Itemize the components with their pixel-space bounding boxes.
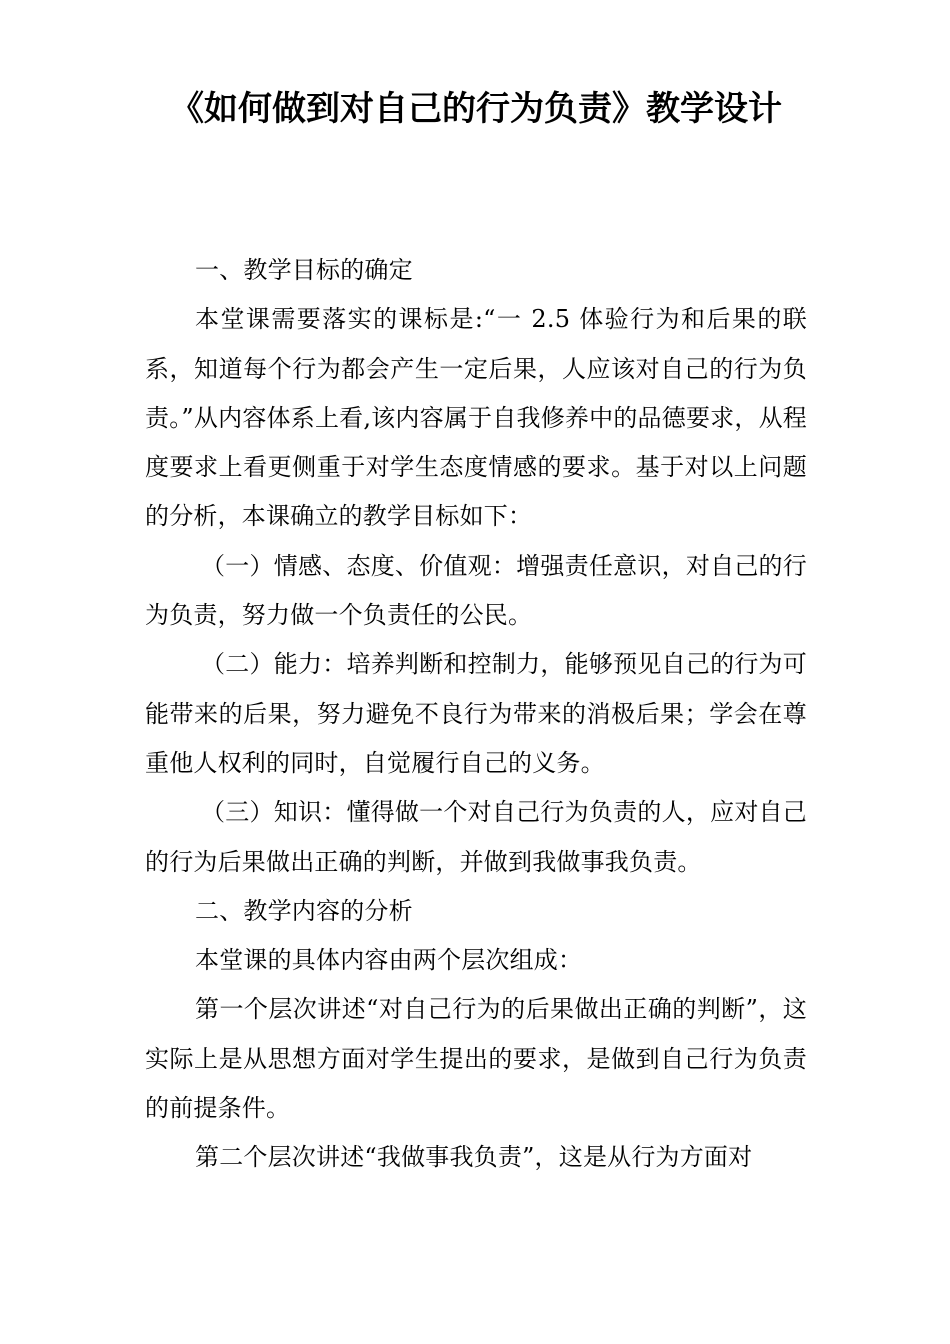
paragraph-content-intro: 本堂课的具体内容由两个层次组成： [195,946,583,975]
section-heading-objectives: 一、教学目标的确定 [195,256,413,284]
section-heading-content-analysis: 二、教学内容的分析 [195,896,413,925]
document-body [145,246,807,1183]
paragraph-objective-knowledge: （三）知识：懂得做一个对自己行为负责的人，应对自己的行为后果做出正确的判断，并做到我做事我负责。 [145,798,807,876]
paragraph-objective-emotion: （一）情感、态度、价值观：增强责任意识，对自己的行为负责，努力做一个负责任的公民。 [145,551,807,630]
paragraph-first-level: 第一个层次讲述“对自己行为的后果做出正确的判断”，这实际上是从思想方面对学生提出的要求，是做到自己行为负责的前提条件。 [145,995,807,1123]
paragraph-curriculum-standard: 本堂课需要落实的课标是:“一 2.5 体验行为和后果的联系，知道每个行为都会产生一定后果，人应该对自己的行为负责。”从内容体系上看,该内容属于自我修养中的品德要求，从程度要求上看更侧重于对学生态度情感的要求。基于对以上问题的分析，本课确立的教学目标如下： [145,305,807,531]
paragraph-objective-ability: （二）能力：培养判断和控制力，能够预见自己的行为可能带来的后果，努力避免不良行为带来的消极后果；学会在尊重他人权利的同时，自觉履行自己的义务。 [145,650,807,777]
paragraph-second-level: 第二个层次讲述“我做事我负责”，这是从行为方面对 [195,1143,753,1172]
document-title: 《如何做到对自己的行为负责》教学设计 [170,89,782,129]
